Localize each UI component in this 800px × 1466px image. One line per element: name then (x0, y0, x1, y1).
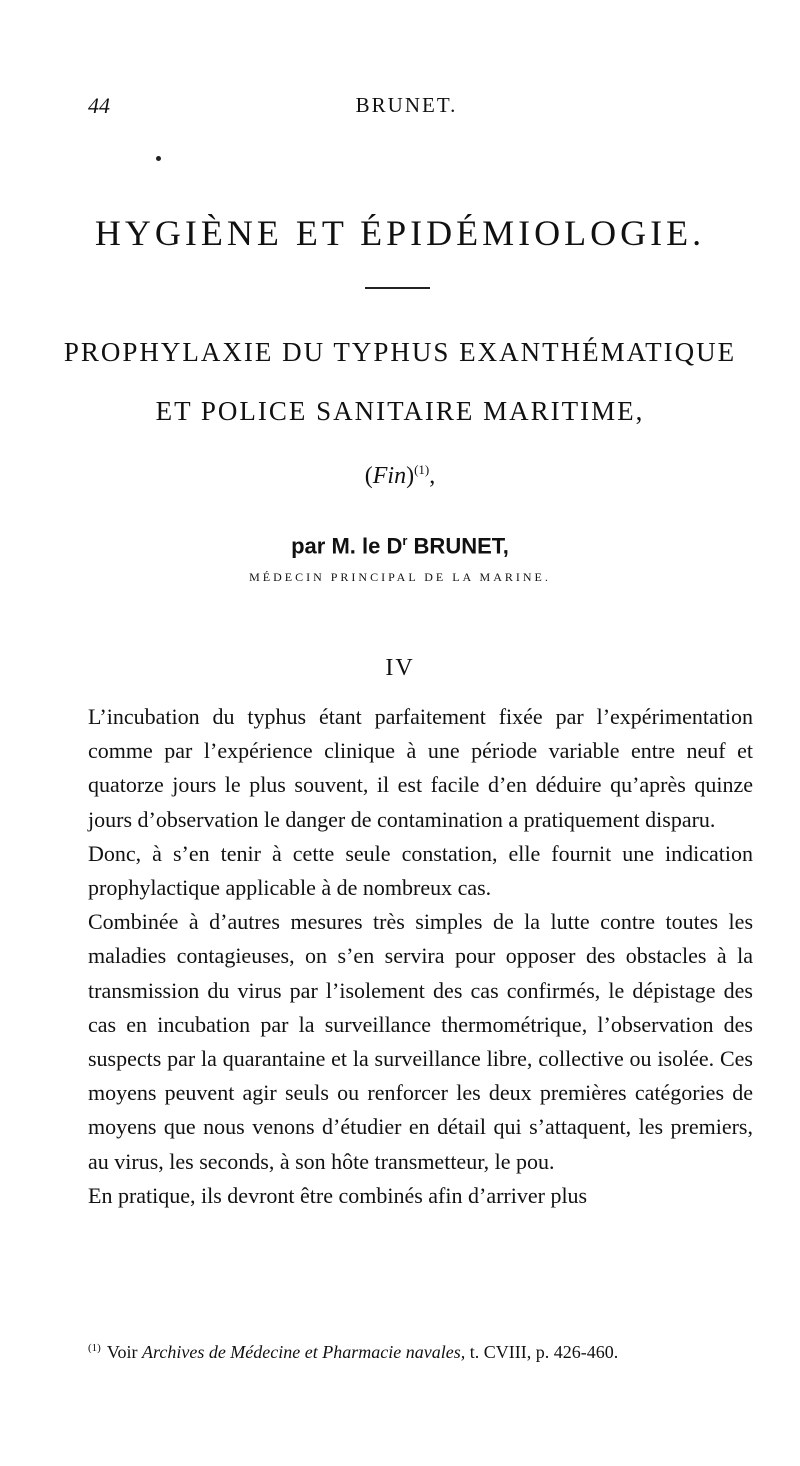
author-line (0, 533, 800, 559)
paragraph: En pratique, ils devront être combinés afin d’arriver plus (88, 1182, 588, 1208)
author-role: MÉDECIN PRINCIPAL DE LA MARINE. (249, 570, 551, 584)
page-number: 44 (88, 93, 110, 118)
ink-speck (156, 156, 161, 161)
author-prefix: par M. le D (291, 533, 403, 559)
note-marker: (1) (414, 462, 430, 477)
main-title: HYGIÈNE ET ÉPIDÉMIOLOGIE. (94, 213, 706, 253)
footnote-lead: Voir (106, 1342, 138, 1362)
subtitle-line-1: PROPHYLAXIE DU TYPHUS EXANTHÉMATIQUE (63, 337, 737, 367)
footnote-reference: t. CVIII, p. 426-460. (469, 1342, 619, 1362)
continuation-mark: (Fin)$^{(1)}$, (364, 462, 436, 489)
section-number: IV (385, 655, 415, 681)
running-title: BRUNET. (355, 93, 458, 117)
author-title-sup: r (402, 533, 408, 548)
subtitle-line-2: ET POLICE SANITAIRE MARITIME, (155, 396, 645, 426)
paragraph: L’incubation du typhus étant parfaitement fixée par l’expérimentation comme par l’expérience clinique à une période variable entre neuf et quatorze jours le plus souvent, il est facile d’en déduire qu’après quinze jours d’observation le danger de contamination a pratiquement disparu. (88, 704, 753, 832)
body-text (88, 700, 753, 1213)
footnote-marker: (1) (88, 1342, 101, 1354)
continuation-word: Fin (372, 463, 407, 489)
footnote (88, 1342, 753, 1363)
author-name: BRUNET, (413, 533, 509, 559)
footnote-journal: Archives de Médecine et Pharmacie navales, (142, 1342, 466, 1362)
title-rule (365, 287, 430, 289)
paragraph: Combinée à d’autres mesures très simples de la lutte contre toutes les maladies contagieuses, on s’en servira pour opposer des obstacles à la transmission du virus par l’isolement des cas confirmés, le dépistage des cas en incubation par la surveillance thermométrique, l’observation des suspects par la quarantaine et la surveillance libre, collective ou isolée. Ces moyens peuvent agir seuls ou renforcer les deux premières catégories de moyens que nous venons d’étudier en détail qui s’attaquent, les premiers, au virus, les seconds, à son hôte transmetteur, le pou. (88, 909, 753, 1174)
paragraph: Donc, à s’en tenir à cette seule constation, elle fournit une indication prophylactique applicable à de nombreux cas. (88, 840, 753, 901)
running-head (88, 93, 725, 123)
